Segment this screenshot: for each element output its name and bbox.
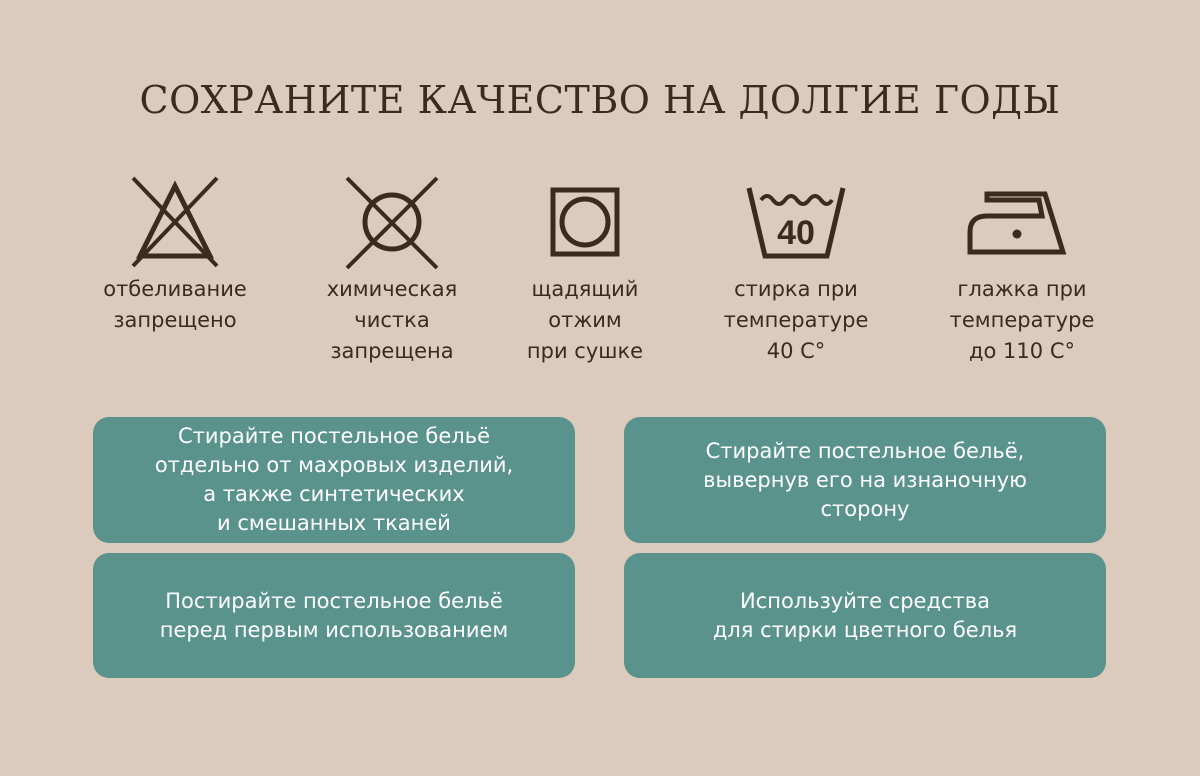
tip-text: Используйте средства для стирки цветного белья <box>712 588 1018 642</box>
tip-card-wash-before-use <box>93 553 575 678</box>
care-item-no-dry-clean <box>282 172 502 367</box>
tip-card-inside-out <box>624 417 1106 543</box>
iron-110-icon <box>967 172 1077 272</box>
tip-card-color-detergent <box>624 553 1106 678</box>
tip-text: Стирайте постельное бельё, вывернув его на изнаночную сторону <box>703 438 1027 521</box>
no-bleach-icon <box>125 172 225 272</box>
tumble-dry-gentle-icon <box>535 172 635 272</box>
page-title: СОХРАНИТЕ КАЧЕСТВО НА ДОЛГИЕ ГОДЫ <box>139 78 1061 122</box>
tip-text: Стирайте постельное бельё отдельно от махровых изделий, а также синтетических и смешанных тканей <box>154 424 514 535</box>
care-label-wash-40: стирка при температуре 40 С° <box>723 277 869 363</box>
tip-text: Постирайте постельное бельё перед первым использованием <box>159 588 509 642</box>
care-label-gentle-dry: щадящий отжим при сушке <box>526 277 644 363</box>
no-dry-clean-icon <box>342 172 442 272</box>
wash-temperature-badge: 40 <box>777 214 815 252</box>
care-label-no-dry-clean: химическая чистка запрещена <box>326 277 458 363</box>
care-label-iron-110: глажка при температуре до 110 С° <box>949 277 1095 363</box>
tip-card-separate-wash <box>93 417 575 543</box>
wash-40-icon <box>746 172 846 272</box>
care-item-iron-110 <box>912 172 1132 367</box>
care-item-wash-40 <box>686 172 906 367</box>
care-item-gentle-dry <box>475 172 695 367</box>
care-label-no-bleach: отбеливание запрещено <box>103 277 247 332</box>
care-item-no-bleach <box>65 172 285 336</box>
